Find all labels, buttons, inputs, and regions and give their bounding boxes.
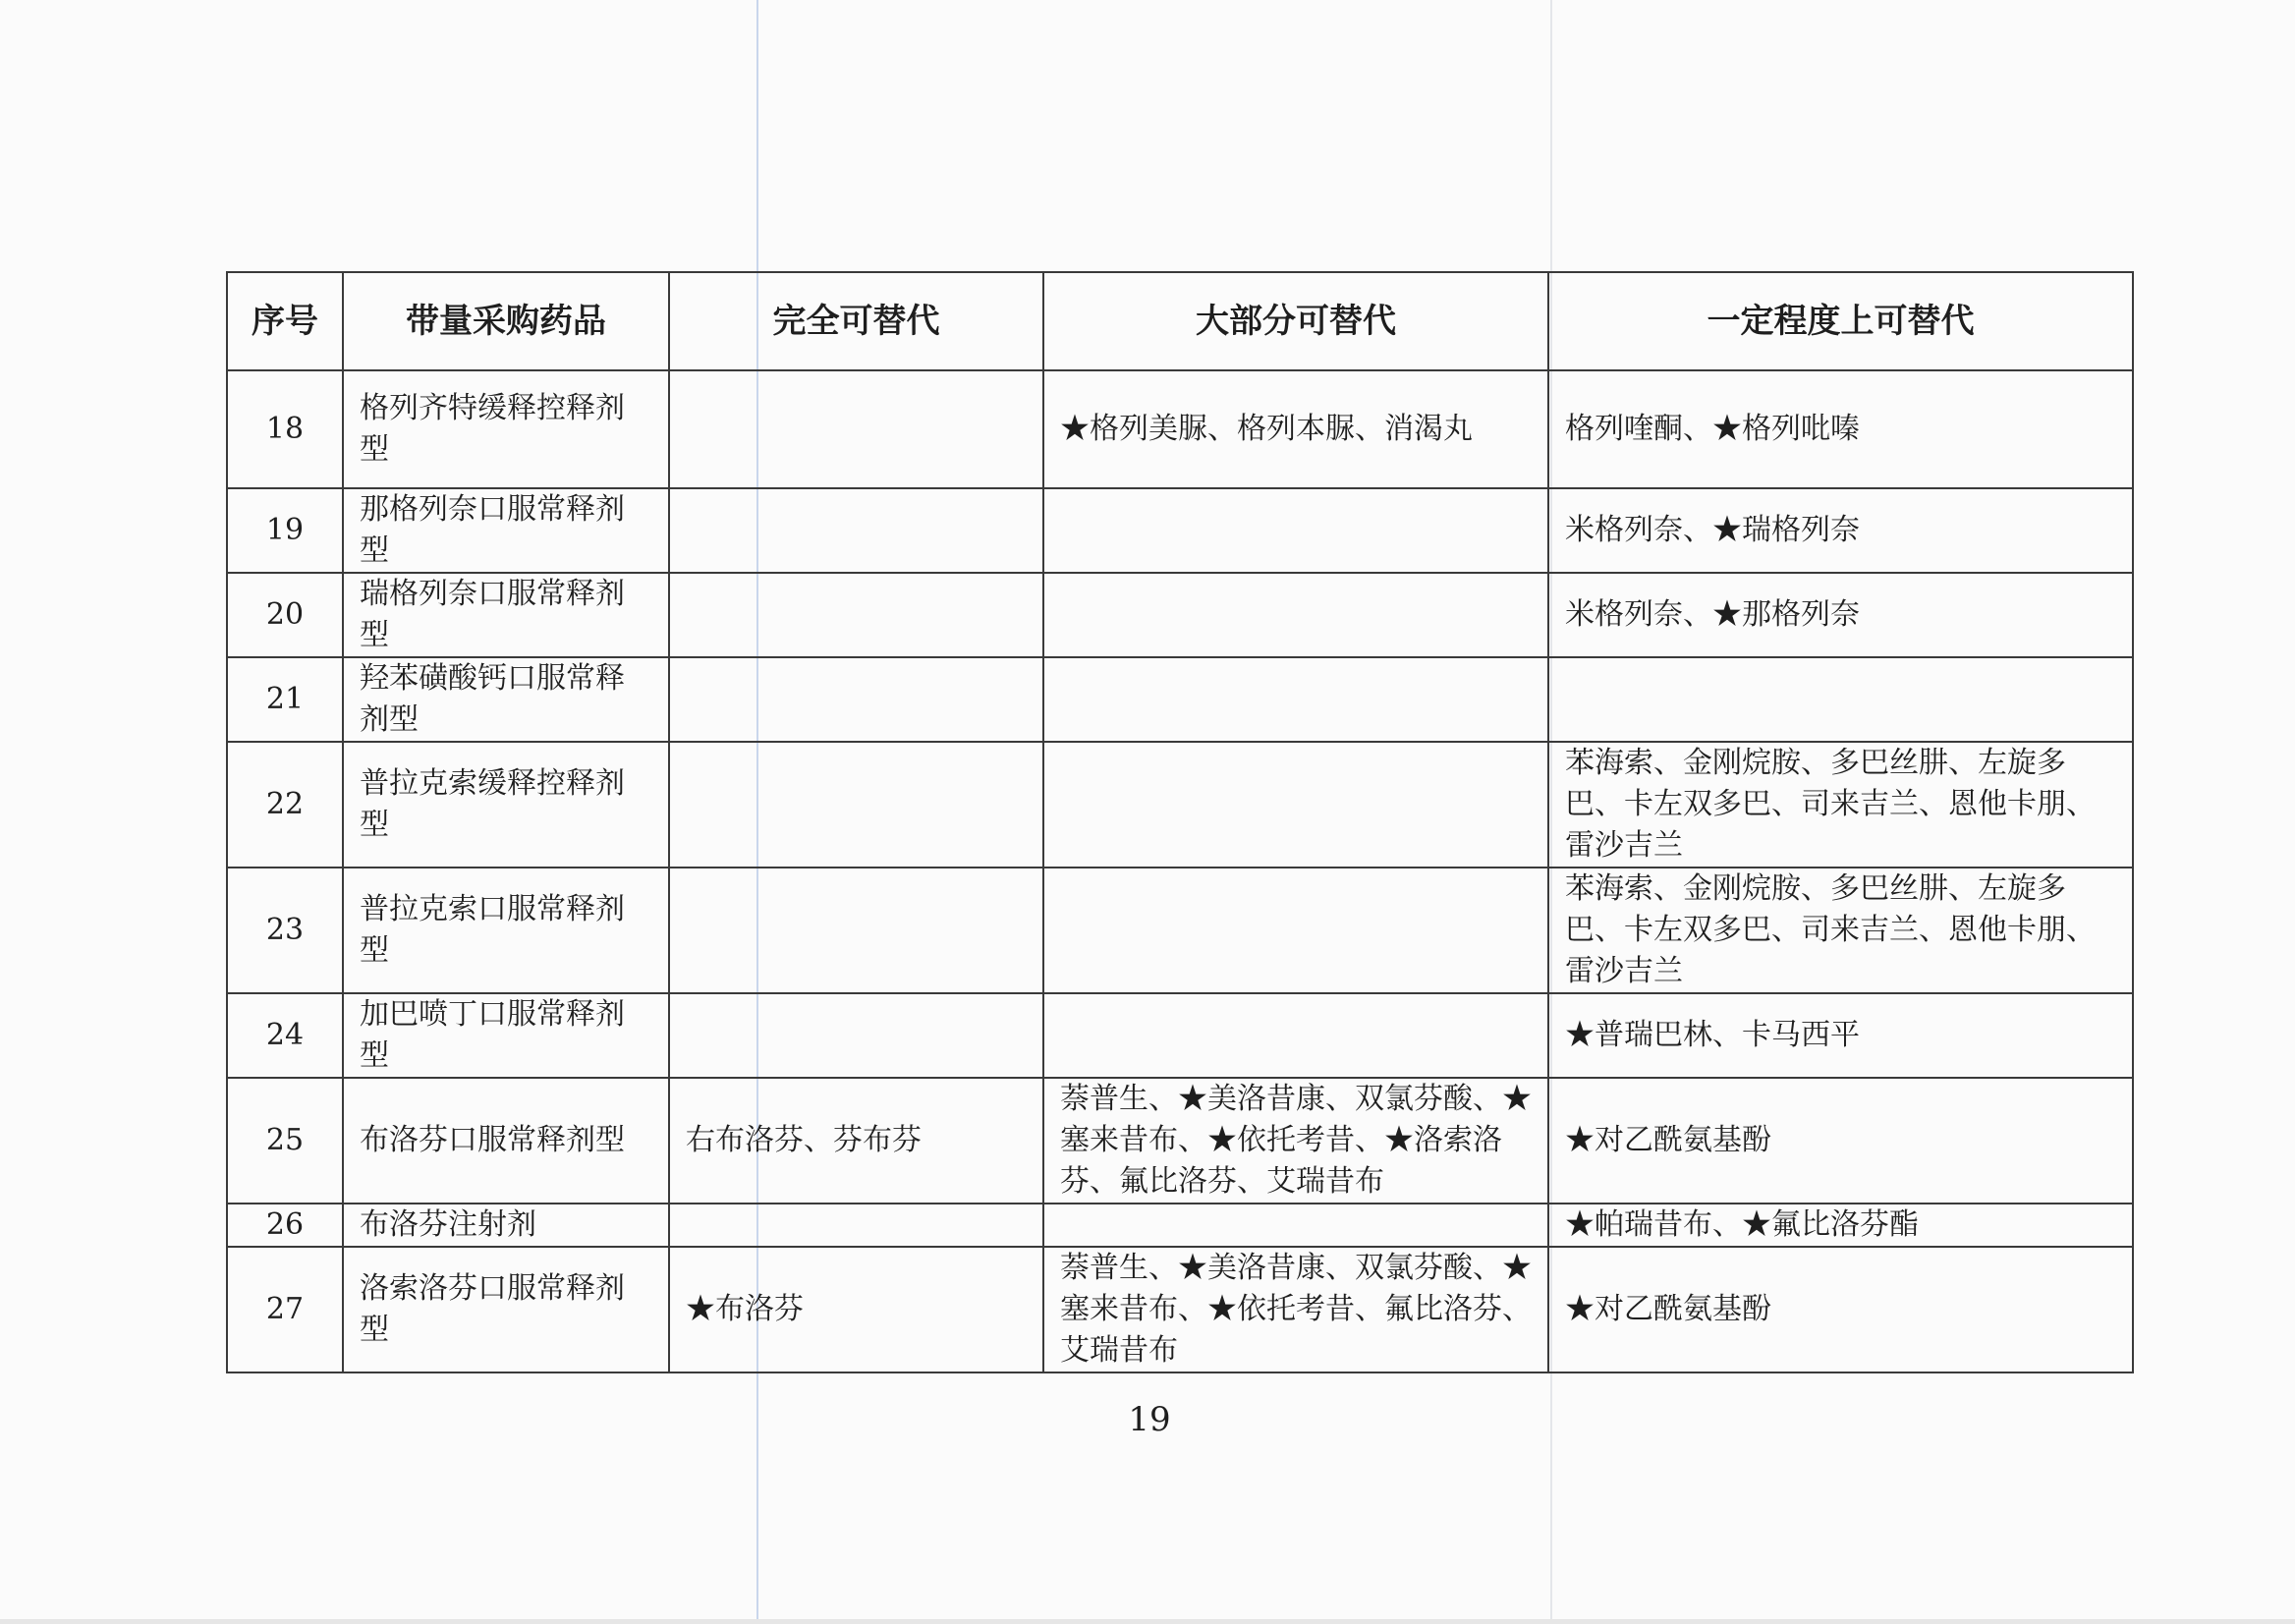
table-row	[227, 868, 2133, 993]
cell-seq: 26	[227, 1204, 343, 1247]
header-partial-substitute: 一定程度上可替代	[1548, 272, 2133, 370]
cell-most	[1043, 1204, 1548, 1247]
table-row	[227, 742, 2133, 868]
cell-most	[1043, 488, 1548, 573]
cell-full: ★布洛芬	[669, 1247, 1043, 1372]
table-row	[227, 488, 2133, 573]
cell-full	[669, 1204, 1043, 1247]
table-row	[227, 993, 2133, 1078]
cell-most	[1043, 868, 1548, 993]
table-row	[227, 370, 2133, 488]
cell-seq: 18	[227, 370, 343, 488]
cell-partial	[1548, 657, 2133, 742]
cell-partial: ★普瑞巴林、卡马西平	[1548, 993, 2133, 1078]
table-row	[227, 1078, 2133, 1204]
cell-full	[669, 657, 1043, 742]
cell-most	[1043, 573, 1548, 657]
cell-seq: 22	[227, 742, 343, 868]
header-most-substitute: 大部分可替代	[1043, 272, 1548, 370]
header-row	[227, 272, 2133, 370]
cell-full	[669, 488, 1043, 573]
cell-drug: 布洛芬口服常释剂型	[343, 1078, 669, 1204]
cell-full	[669, 993, 1043, 1078]
cell-drug: 洛索洛芬口服常释剂型	[343, 1247, 669, 1372]
header-drug: 带量采购药品	[343, 272, 669, 370]
cell-most	[1043, 993, 1548, 1078]
cell-drug: 普拉克索口服常释剂型	[343, 868, 669, 993]
cell-partial: 格列喹酮、★格列吡嗪	[1548, 370, 2133, 488]
cell-seq: 19	[227, 488, 343, 573]
cell-partial: 苯海索、金刚烷胺、多巴丝肼、左旋多巴、卡左双多巴、司来吉兰、恩他卡朋、雷沙吉兰	[1548, 742, 2133, 868]
table-row	[227, 657, 2133, 742]
cell-seq: 23	[227, 868, 343, 993]
cell-seq: 27	[227, 1247, 343, 1372]
cell-seq: 24	[227, 993, 343, 1078]
cell-partial: 米格列奈、★瑞格列奈	[1548, 488, 2133, 573]
page-number: 19	[1128, 1400, 1171, 1439]
cell-drug: 加巴喷丁口服常释剂型	[343, 993, 669, 1078]
table-row	[227, 1247, 2133, 1372]
cell-drug: 布洛芬注射剂	[343, 1204, 669, 1247]
cell-seq: 21	[227, 657, 343, 742]
header-seq: 序号	[227, 272, 343, 370]
substitution-table	[226, 271, 2134, 1373]
cell-most	[1043, 657, 1548, 742]
cell-most: ★格列美脲、格列本脲、消渴丸	[1043, 370, 1548, 488]
header-full-substitute: 完全可替代	[669, 272, 1043, 370]
cell-drug: 羟苯磺酸钙口服常释剂型	[343, 657, 669, 742]
cell-full	[669, 573, 1043, 657]
cell-partial: 苯海索、金刚烷胺、多巴丝肼、左旋多巴、卡左双多巴、司来吉兰、恩他卡朋、雷沙吉兰	[1548, 868, 2133, 993]
cell-seq: 20	[227, 573, 343, 657]
cell-drug: 普拉克索缓释控释剂型	[343, 742, 669, 868]
cell-drug: 格列齐特缓释控释剂型	[343, 370, 669, 488]
cell-most	[1043, 742, 1548, 868]
cell-full: 右布洛芬、芬布芬	[669, 1078, 1043, 1204]
cell-most: 萘普生、★美洛昔康、双氯芬酸、★塞来昔布、★依托考昔、氟比洛芬、艾瑞昔布	[1043, 1247, 1548, 1372]
cell-full	[669, 742, 1043, 868]
cell-partial: ★对乙酰氨基酚	[1548, 1247, 2133, 1372]
cell-full	[669, 868, 1043, 993]
table-row	[227, 1204, 2133, 1247]
cell-seq: 25	[227, 1078, 343, 1204]
cell-drug: 那格列奈口服常释剂型	[343, 488, 669, 573]
cell-partial: ★帕瑞昔布、★氟比洛芬酯	[1548, 1204, 2133, 1247]
cell-full	[669, 370, 1043, 488]
cell-partial: 米格列奈、★那格列奈	[1548, 573, 2133, 657]
cell-drug: 瑞格列奈口服常释剂型	[343, 573, 669, 657]
cell-most: 萘普生、★美洛昔康、双氯芬酸、★塞来昔布、★依托考昔、★洛索洛芬、氟比洛芬、艾瑞昔布	[1043, 1078, 1548, 1204]
cell-partial: ★对乙酰氨基酚	[1548, 1078, 2133, 1204]
table-row	[227, 573, 2133, 657]
scan-bottom-edge	[0, 1619, 2295, 1624]
